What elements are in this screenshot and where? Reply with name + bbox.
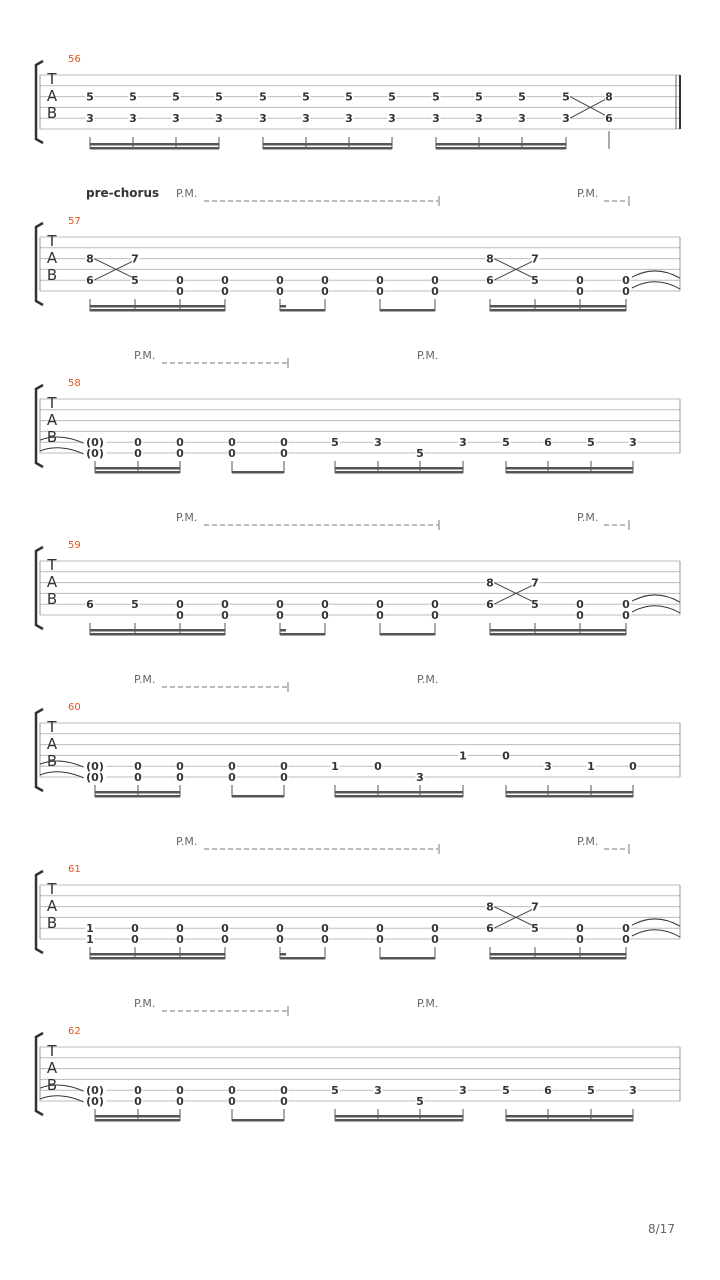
fret-number: 0 [176,609,184,622]
page-number: 8/17 [648,1222,675,1236]
tab-clef-letter: A [46,897,58,915]
fret-number: 5 [259,90,267,104]
beam [380,309,435,312]
fret-number: 0 [376,609,384,622]
fret-number: 5 [131,598,139,612]
fret-number: 7 [531,576,539,590]
fret-number: 0 [221,933,229,946]
fret-number: 0 [576,274,584,288]
fret-number: 0 [276,285,284,298]
slide-line [494,907,532,926]
fret-number: 0 [431,933,439,946]
fret-number: 0 [228,760,236,774]
fret-number: 0 [576,598,584,612]
beam [335,795,463,798]
fret-number: 3 [374,1084,382,1098]
beam [95,1119,180,1122]
fret-number: 0 [376,933,384,946]
beam [335,1119,463,1122]
beam [506,471,633,474]
fret-number: 0 [134,436,142,450]
fret-number: 0 [576,285,584,298]
fret-number: 5 [416,1095,424,1108]
fret-number: (0) [86,771,104,784]
beam [95,471,180,474]
measure-number: 59 [68,540,81,551]
fret-number: 0 [276,933,284,946]
fret-number: 5 [331,436,339,450]
fret-number: 5 [388,90,396,104]
fret-number: 0 [221,285,229,298]
beam [232,795,284,798]
beam [490,309,626,312]
fret-number: 3 [475,112,483,126]
fret-number: 5 [215,90,223,104]
fret-number: 3 [86,112,94,126]
fret-number: 0 [176,760,184,774]
fret-number: 0 [321,922,329,936]
fret-number: 6 [544,436,552,450]
fret-number: 0 [622,922,630,936]
fret-number: 0 [622,609,630,622]
tab-clef-letter: T [47,394,57,412]
beam [506,467,633,470]
fret-number: 0 [280,760,288,774]
beam [380,633,435,636]
slide-line [94,259,132,278]
fret-number: 5 [531,598,539,612]
tab-system [36,358,680,474]
fret-number: 0 [131,922,139,936]
beam [90,309,225,312]
fret-number: 0 [176,922,184,936]
fret-number: 3 [432,112,440,126]
fret-number: (0) [86,436,104,450]
fret-number: 0 [176,285,184,298]
tie-curve [40,772,86,779]
fret-number: 0 [502,749,510,763]
fret-number: 0 [134,1084,142,1098]
tab-clef-letter: T [47,232,57,250]
beam-stub [280,629,286,632]
fret-number: 6 [86,274,94,288]
tab-system [36,1006,680,1122]
fret-number: 5 [416,447,424,460]
fret-number: 5 [475,90,483,104]
fret-number: 0 [176,1084,184,1098]
slide-line [494,910,532,929]
fret-number: 7 [131,252,139,266]
beam [232,1119,284,1122]
fret-number: 5 [531,274,539,288]
slide-line [494,262,532,281]
fret-number: 5 [531,922,539,936]
fret-number: 0 [431,285,439,298]
fret-number: 5 [432,90,440,104]
tie-curve [632,919,680,926]
tab-clef-letter: A [46,249,58,267]
fret-number: 5 [172,90,180,104]
fret-number: 0 [321,933,329,946]
beam [90,633,225,636]
measure-number: 61 [68,864,81,875]
section-label: pre-chorus [86,186,160,200]
beam [263,143,392,146]
beam [280,957,325,960]
beam [506,791,633,794]
slide-line [570,97,605,116]
beam [335,471,463,474]
beam [506,1115,633,1118]
palm-mute-label: P.M. [176,511,198,524]
fret-number: 0 [280,436,288,450]
tie-curve [40,1096,86,1103]
fret-number: 0 [431,922,439,936]
fret-number: 8 [605,90,613,104]
fret-number: 3 [302,112,310,126]
fret-number: 7 [531,252,539,266]
palm-mute-label: P.M. [577,511,599,524]
fret-number: 0 [228,447,236,460]
fret-number: 0 [622,274,630,288]
fret-number: 7 [531,900,539,914]
fret-number: 0 [321,598,329,612]
beam [280,309,325,312]
beam [280,633,325,636]
fret-number: 0 [176,933,184,946]
palm-mute-label: P.M. [176,835,198,848]
fret-number: 0 [221,922,229,936]
fret-number: 5 [562,90,570,104]
beam [95,791,180,794]
fret-number: 3 [129,112,137,126]
fret-number: 0 [131,933,139,946]
fret-number: 0 [280,1084,288,1098]
fret-number: 0 [629,760,637,774]
slide-line [494,583,532,602]
fret-number: 6 [605,112,613,126]
fret-number: 6 [486,598,494,612]
measure-number: 58 [68,378,81,389]
fret-number: 0 [176,274,184,288]
tab-clef-letter: B [46,914,58,932]
beam [380,957,435,960]
tab-clef-letter: A [46,573,58,591]
beam [95,1115,180,1118]
beam [95,467,180,470]
tab-clef-letter: A [46,411,58,429]
beam [90,147,219,150]
fret-number: 0 [374,760,382,774]
fret-number: 1 [331,760,339,774]
fret-number: 5 [331,1084,339,1098]
fret-number: 5 [131,274,139,288]
fret-number: 3 [562,112,570,126]
fret-number: 0 [431,609,439,622]
beam [335,791,463,794]
beam [90,957,225,960]
beam-stub [280,953,286,956]
fret-number: 0 [221,274,229,288]
fret-number: 0 [276,922,284,936]
fret-number: 0 [134,760,142,774]
fret-number: 0 [622,285,630,298]
beam [263,147,392,150]
fret-number: 0 [376,274,384,288]
palm-mute-label: P.M. [134,997,156,1010]
fret-number: 1 [587,760,595,774]
fret-number: 5 [587,436,595,450]
palm-mute-label: P.M. [417,997,439,1010]
palm-mute-label: P.M. [176,187,198,200]
beam [436,143,566,146]
fret-number: 0 [431,598,439,612]
palm-mute-label: P.M. [134,349,156,362]
tie-curve [632,271,680,278]
fret-number: 3 [388,112,396,126]
fret-number: 0 [280,1095,288,1108]
tab-clef-letter: A [46,87,58,105]
fret-number: 5 [86,90,94,104]
tab-clef-letter: A [46,735,58,753]
fret-number: 0 [276,609,284,622]
fret-number: 3 [629,1084,637,1098]
fret-number: 0 [228,771,236,784]
fret-number: 0 [376,922,384,936]
beam [90,305,225,308]
fret-number: 5 [302,90,310,104]
fret-number: 6 [86,598,94,612]
fret-number: 0 [176,1095,184,1108]
fret-number: 0 [228,1095,236,1108]
fret-number: (0) [86,1095,104,1108]
tab-clef-letter: T [47,1042,57,1060]
tie-curve [40,448,86,455]
fret-number: 0 [276,274,284,288]
slide-line [94,262,132,281]
measure-number: 60 [68,702,81,713]
fret-number: 5 [518,90,526,104]
beam [335,467,463,470]
fret-number: 8 [486,576,494,590]
fret-number: 0 [376,285,384,298]
fret-number: 0 [228,1084,236,1098]
tab-clef-letter: T [47,70,57,88]
fret-number: 3 [172,112,180,126]
beam [436,147,566,150]
fret-number: 3 [518,112,526,126]
tab-clef-letter: B [46,104,58,122]
fret-number: 1 [459,749,467,763]
fret-number: 0 [176,436,184,450]
tab-clef-letter: T [47,880,57,898]
fret-number: 3 [215,112,223,126]
fret-number: 5 [587,1084,595,1098]
fret-number: 5 [502,436,510,450]
fret-number: 8 [86,252,94,266]
fret-number: 3 [416,771,424,784]
fret-number: 8 [486,900,494,914]
palm-mute-label: P.M. [134,673,156,686]
fret-number: 3 [374,436,382,450]
fret-number: 0 [321,609,329,622]
fret-number: 3 [345,112,353,126]
fret-number: 0 [176,771,184,784]
tab-clef-letter: B [46,1076,58,1094]
fret-number: 3 [259,112,267,126]
fret-number: 1 [86,933,94,946]
beam [90,629,225,632]
fret-number: 0 [221,598,229,612]
fret-number: 0 [134,1095,142,1108]
fret-number: 0 [221,609,229,622]
fret-number: (0) [86,760,104,774]
slide-line [570,100,605,119]
tie-curve [632,606,680,613]
beam [490,305,626,308]
palm-mute-label: P.M. [417,673,439,686]
measure-number: 62 [68,1026,81,1037]
fret-number: 0 [134,771,142,784]
measure-number: 57 [68,216,81,227]
beam [490,629,626,632]
fret-number: 0 [280,771,288,784]
tab-clef-letter: T [47,556,57,574]
tab-clef-letter: B [46,752,58,770]
palm-mute-label: P.M. [577,187,599,200]
beam [490,953,626,956]
fret-number: 0 [321,285,329,298]
fret-number: (0) [86,447,104,460]
tab-system [36,682,680,798]
fret-number: 6 [486,922,494,936]
fret-number: 0 [280,447,288,460]
fret-number: 8 [486,252,494,266]
tie-curve [632,282,680,289]
tie-curve [632,595,680,602]
beam-stub [280,305,286,308]
fret-number: 0 [622,598,630,612]
beam [490,633,626,636]
beam [506,1119,633,1122]
fret-number: (0) [86,1084,104,1098]
fret-number: 0 [576,933,584,946]
beam [232,471,284,474]
slide-line [494,259,532,278]
fret-number: 5 [502,1084,510,1098]
beam [335,1115,463,1118]
tie-curve [632,930,680,937]
fret-number: 0 [228,436,236,450]
fret-number: 0 [321,274,329,288]
fret-number: 0 [376,598,384,612]
beam [90,953,225,956]
fret-number: 0 [134,447,142,460]
fret-number: 0 [431,274,439,288]
palm-mute-label: P.M. [577,835,599,848]
beam [95,795,180,798]
tab-clef-letter: B [46,266,58,284]
fret-number: 3 [459,1084,467,1098]
beam [90,143,219,146]
fret-number: 3 [459,436,467,450]
beam [506,795,633,798]
fret-number: 0 [622,933,630,946]
fret-number: 5 [345,90,353,104]
fret-number: 0 [576,609,584,622]
fret-number: 0 [576,922,584,936]
fret-number: 6 [486,274,494,288]
fret-number: 0 [176,447,184,460]
fret-number: 3 [544,760,552,774]
fret-number: 6 [544,1084,552,1098]
tab-clef-letter: T [47,718,57,736]
fret-number: 0 [176,598,184,612]
measure-number: 56 [68,54,81,65]
fret-number: 0 [276,598,284,612]
tab-clef-letter: A [46,1059,58,1077]
tab-clef-letter: B [46,590,58,608]
fret-number: 3 [629,436,637,450]
tab-clef-letter: B [46,428,58,446]
tab-system [36,61,680,150]
beam [490,957,626,960]
slide-line [494,586,532,605]
fret-number: 5 [129,90,137,104]
fret-number: 1 [86,922,94,936]
palm-mute-label: P.M. [417,349,439,362]
